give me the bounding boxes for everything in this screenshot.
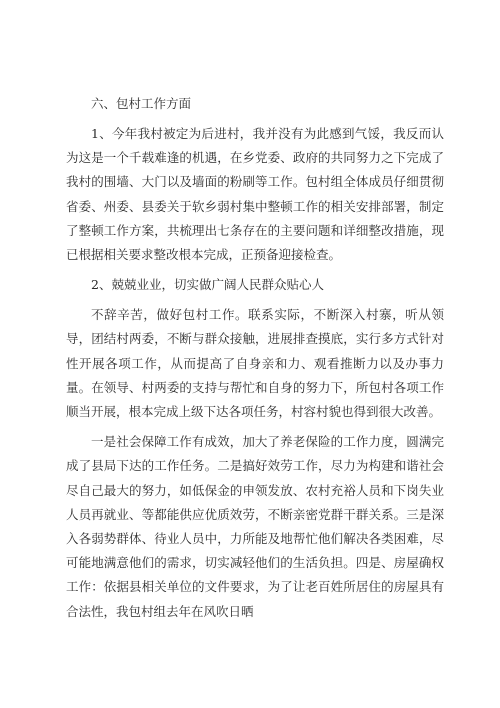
section-heading: 六、包村工作方面 — [91, 96, 192, 111]
subsection-heading: 2、兢兢业业，切实做广阔人民群众贴心人 — [91, 277, 324, 293]
paragraph-achievements: 一是社会保障工作有成效，加大了养老保险的工作力度，圆满完成了县局下达的工作任务。二是搞好效劳工作，尽力为构建和谐社会尽自己最大的努力，如低保金的申领发放、农村充裕人员和下岗失业人员再就业、等都能供应优质效劳，不断亲密党群干群关系。三是深入各弱势群体、待业人员中，力所能及地帮忙他们解决各类困难，尽可能地满意他们的需求，切实减轻他们的生活负担。四是、房屋确权工作：依据县相关单位的文件要求，为了让老百姓所居住的房屋具有合法性，我包村组去年在风吹日晒 — [66, 434, 444, 619]
paragraph-village-work: 1、今年我村被定为后进村，我并没有为此感到气馁，我反而认为这是一个千载难逢的机遇，在乡党委、政府的共同努力之下完成了我村的围墙、大门以及墙面的粉刷等工作。包村组全体成员仔细贯彻省委、州委、县委关于软乡弱村集中整顿工作的相关安排部署，制定了整顿工作方案，共梳理出七条存在的主要问题和详细整改措施，现已根据相关要求整改根本完成，正预备迎接检查。 — [66, 126, 444, 263]
paragraph-diligent-work: 不辞辛苦，做好包村工作。联系实际，不断深入村寨，听从领导，团结村两委，不断与群众接触，进展排查摸底，实行多方式针对性开展各项工作，从而提高了自身亲和力、观看推断力以及办事力量。在领导、村两委的支持与帮忙和自身的努力下，所包村各项工作顺当开展，根本完成上级下达各项任务，村容村貌也得到很大改善。 — [66, 307, 444, 420]
document-body — [66, 92, 444, 630]
